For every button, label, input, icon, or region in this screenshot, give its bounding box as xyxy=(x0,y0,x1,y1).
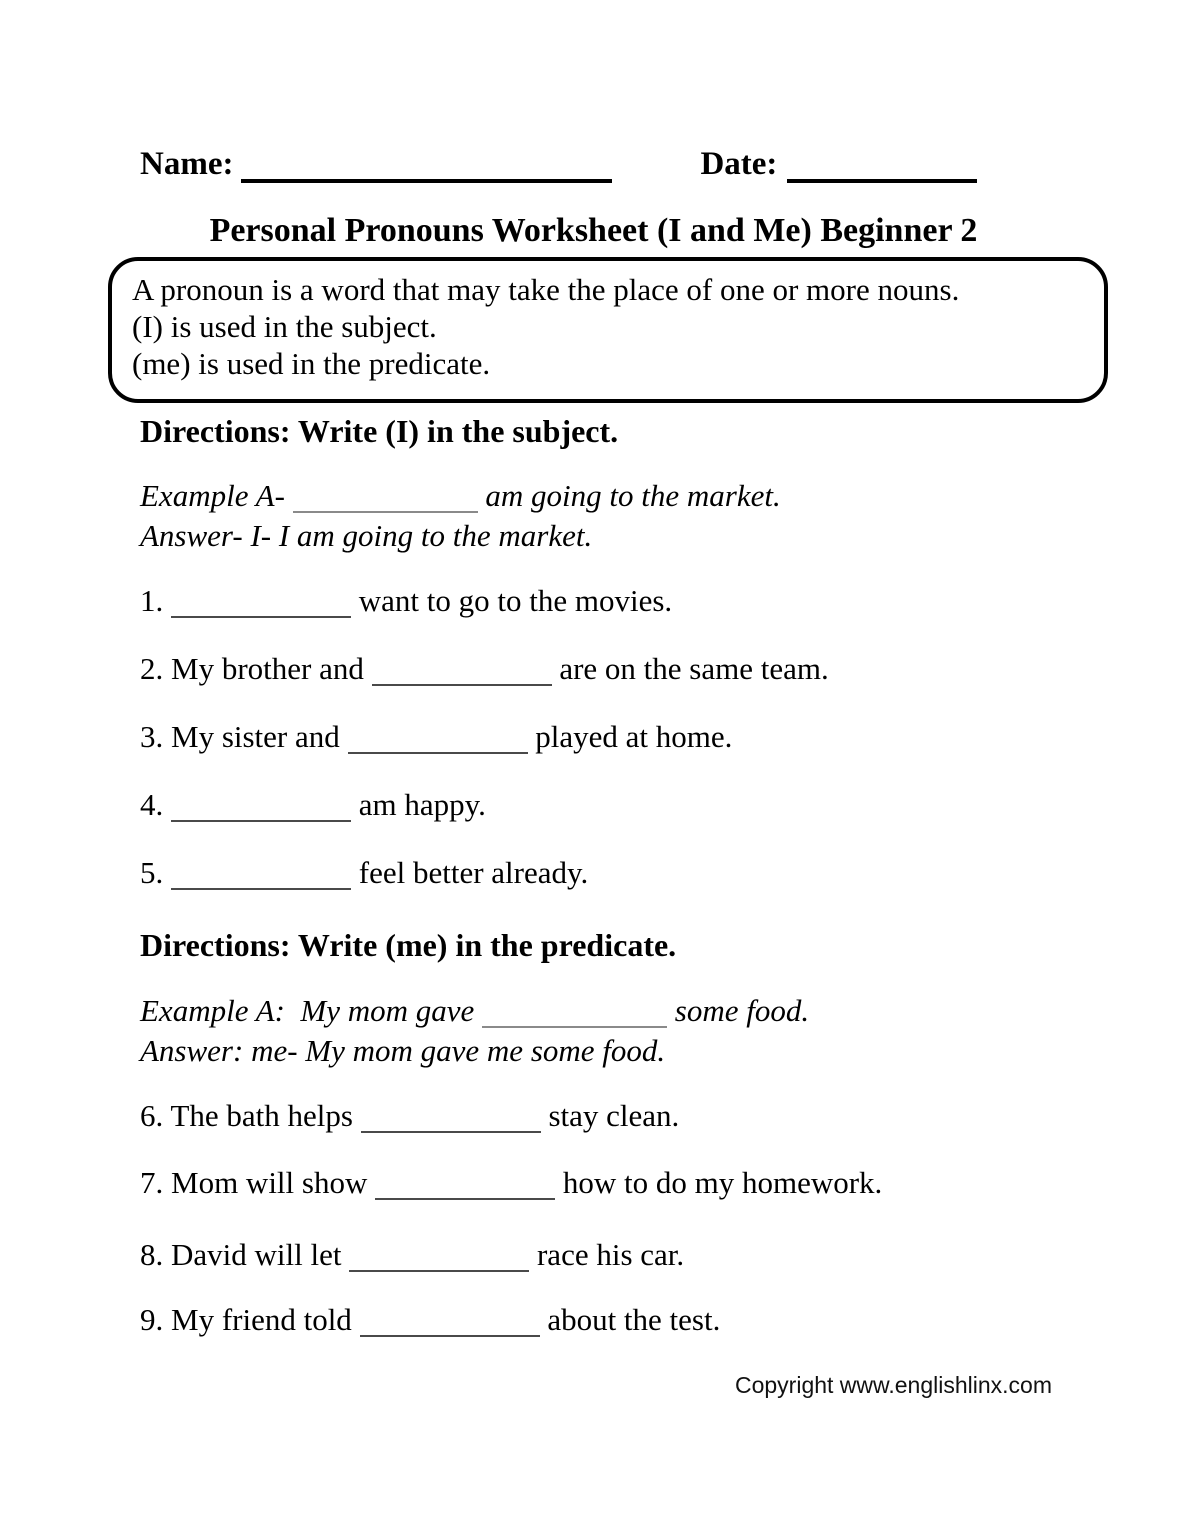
definition-line-3: (me) is used in the predicate. xyxy=(132,346,491,381)
item-number: 2. xyxy=(140,651,164,686)
name-blank-line xyxy=(241,150,612,183)
header-row xyxy=(140,145,977,183)
item-number: 7. xyxy=(140,1165,164,1200)
item-text-before: My brother and xyxy=(171,651,364,686)
example-prefix: Example A- xyxy=(140,478,285,513)
worksheet-item-7 xyxy=(140,1164,882,1202)
answer-blank-line xyxy=(349,1241,529,1272)
date-blank-line xyxy=(787,150,977,183)
answer-blank-line xyxy=(372,655,552,686)
worksheet-item-2 xyxy=(140,650,829,688)
item-number: 8. xyxy=(140,1237,164,1272)
directions-section-2: Directions: Write (me) in the predicate. xyxy=(140,927,677,963)
example-line-section-2 xyxy=(140,992,809,1030)
item-number: 9. xyxy=(140,1302,164,1337)
definition-line-1: A pronoun is a word that may take the place of one or more nouns. xyxy=(132,272,960,307)
answer-blank-line xyxy=(171,791,351,822)
example-line-section-1 xyxy=(140,477,781,515)
directions-section-1: Directions: Write (I) in the subject. xyxy=(140,413,619,449)
worksheet-item-6 xyxy=(140,1097,679,1135)
example-blank-line xyxy=(293,482,478,513)
item-number: 3. xyxy=(140,719,164,754)
answer-blank-line xyxy=(360,1306,540,1337)
example-blank-line xyxy=(482,997,667,1028)
item-text-after: race his car. xyxy=(536,1237,685,1272)
item-text-before: My friend told xyxy=(171,1302,352,1337)
item-text-before: Mom will show xyxy=(171,1165,368,1200)
example-suffix: am going to the market. xyxy=(485,478,781,513)
definition-line-2: (I) is used in the subject. xyxy=(132,309,437,344)
copyright-note: Copyright www.englishlinx.com xyxy=(734,1372,1052,1398)
item-text-after: am happy. xyxy=(358,787,486,822)
item-text-after: stay clean. xyxy=(548,1098,680,1133)
answer-blank-line xyxy=(171,859,351,890)
definition-box xyxy=(108,257,1108,403)
item-text-before: My sister and xyxy=(171,719,340,754)
item-text-after: want to go to the movies. xyxy=(358,583,673,618)
item-text-after: are on the same team. xyxy=(559,651,829,686)
item-number: 1. xyxy=(140,583,164,618)
page-title: Personal Pronouns Worksheet (I and Me) Beginner 2 xyxy=(209,212,978,249)
worksheet-item-3 xyxy=(140,718,732,756)
item-text-after: played at home. xyxy=(535,719,733,754)
date-label: Date: xyxy=(700,146,778,182)
answer-blank-line xyxy=(361,1102,541,1133)
worksheet-item-1 xyxy=(140,582,672,620)
item-number: 4. xyxy=(140,787,164,822)
answer-blank-line xyxy=(171,587,351,618)
item-number: 6. xyxy=(140,1098,164,1133)
worksheet-item-5 xyxy=(140,854,588,892)
answer-line-section-1: Answer- I- I am going to the market. xyxy=(140,518,593,553)
item-number: 5. xyxy=(140,855,164,890)
item-text-after: how to do my homework. xyxy=(562,1165,883,1200)
item-text-after: feel better already. xyxy=(358,855,589,890)
answer-blank-line xyxy=(348,723,528,754)
worksheet-item-8 xyxy=(140,1236,684,1274)
item-text-after: about the test. xyxy=(547,1302,721,1337)
answer-blank-line xyxy=(375,1169,555,1200)
worksheet-item-4 xyxy=(140,786,486,824)
item-text-before: The bath helps xyxy=(170,1098,353,1133)
worksheet-item-9 xyxy=(140,1301,720,1339)
answer-line-section-2: Answer: me- My mom gave me some food. xyxy=(140,1033,666,1068)
example-suffix: some food. xyxy=(674,993,810,1028)
name-label: Name: xyxy=(140,146,234,182)
example-prefix: Example A: My mom gave xyxy=(140,993,475,1028)
item-text-before: David will let xyxy=(171,1237,342,1272)
